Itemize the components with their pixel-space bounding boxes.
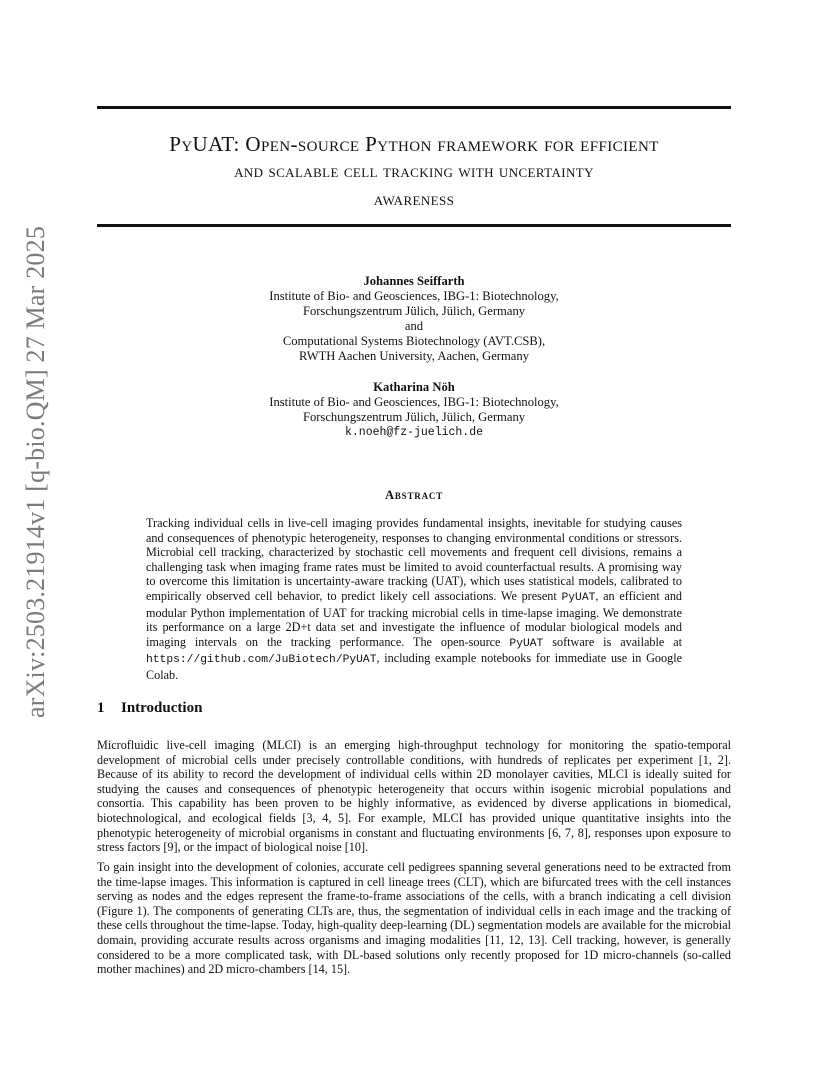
arxiv-identifier-stamp [16, 225, 56, 719]
author-block [97, 274, 731, 440]
title-top-rule [97, 106, 731, 109]
paper-title [97, 130, 731, 214]
abstract-text: , including example notebooks for immediate use in Google Colab. [146, 651, 682, 682]
abstract-text: Tracking individual cells in live-cell imaging provides fundamental insights, inevitable for studying causes and consequences of phenotypic heterogeneity, responses to changing environmental conditions or stressors. Microbial cell tracking, characterized by stochastic cell movements and frequent cell divisions, remains a challenging task when imaging frame rates must be limited to avoid counterfactual results. A promising way to overcome this limitation is uncertainty-aware tracking (UAT), which uses statistical models, calibrated to empirically observed cell behavior, to predict likely cell associations. We present [146, 516, 682, 603]
author-2-affiliation-line: Forschungszentrum Jülich, Jülich, Germany [302, 410, 526, 424]
author-1-affiliation-line: and [404, 319, 424, 333]
section-number: 1 [97, 700, 105, 716]
section-heading-introduction [97, 700, 731, 717]
body-paragraph: To gain insight into the development of colonies, accurate cell pedigrees spanning several generations need to be extracted from the time-lapse images. This information is captured in cell lineage trees (CLT), which are bifurcated trees with the cell instances serving as nodes and the edges represent the frame-to-frame associations of the cells, with a branch indicating a cell division (Figure 1). The components of generating CLTs are, thus, the segmentation of individual cells in each image and the tracking of these cells throughout the time-lapse. Today, high-quality deep-learning (DL) segmentation models are available for the microbial domain, providing accurate results across organisms and imaging modalities [11, 12, 13]. Cell tracking, however, is generally considered to be a more complicated task, with DL-based solutions only recently proposed for 1D micro-channels (so-called mother machines) and 2D micro-chambers [14, 15]. [97, 860, 731, 977]
title-line-3: awareness [373, 190, 455, 210]
author-2-email[interactable]: k.noeh@fz-juelich.de [344, 426, 484, 439]
title-line-1: PyUAT: Open-source Python framework for efficient [169, 132, 659, 156]
github-link[interactable]: https://github.com/JuBiotech/PyUAT [146, 654, 377, 667]
author-name-1: Johannes Seiffarth [363, 274, 465, 288]
author-1-affiliation-line: Forschungszentrum Jülich, Jülich, Germany [302, 304, 526, 318]
section-title: Introduction [121, 700, 203, 716]
author-1-affiliation-line: Institute of Bio- and Geosciences, IBG-1: Biotechnology, [269, 289, 559, 303]
abstract-code-pyuat: PyUAT [509, 637, 544, 650]
body-paragraph: Microfluidic live-cell imaging (MLCI) is an emerging high-throughput technology for monitoring the spatio-temporal development of microbial cells under precisely controllable conditions, with hundreds of replicates per experiment [1, 2]. Because of its ability to record the development of individual cells within 2D monolayer cavities, MLCI is ideally suited for studying the causes and consequences of phenotypic heterogeneity that occurs within isogenic microbial populations and consortia. This capability has been proven to be highly informative, as evidenced by diverse applications in biomedical, biotechnological, and ecological fields [3, 4, 5]. For example, MLCI has provided unique quantitative insights into the phenotypic heterogeneity of microbial organisms in constant and fluctuating environments [6, 7, 8], responses upon exposure to stress factors [9], or the impact of biological noise [10]. [97, 738, 731, 855]
abstract-text: , an efficient and modular Python implementation of UAT for tracking microbial cells in time-lapse imaging. We demonstrate its performance on a large 2D+t data set and investigate the influence of modular biological models and imaging intervals on the tracking performance. The open-source [146, 588, 683, 649]
abstract-code-pyuat: PyUAT [561, 591, 596, 604]
abstract-heading: Abstract [384, 488, 443, 502]
author-1-affiliation-line: RWTH Aachen University, Aachen, Germany [298, 349, 529, 363]
title-bottom-rule [97, 224, 731, 227]
author-2-affiliation-line: Institute of Bio- and Geosciences, IBG-1: Biotechnology, [269, 395, 559, 409]
author-1-affiliation-line: Computational Systems Biotechnology (AVT.CSB), [282, 334, 546, 348]
abstract-text: software is available at [543, 634, 682, 649]
author-name-2: Katharina Nöh [373, 380, 455, 394]
arxiv-identifier-text: arXiv:2503.21914v1 [q-bio.QM] 27 Mar 2025 [21, 225, 50, 719]
title-line-2: and scalable cell tracking with uncertainty [234, 162, 594, 182]
author-spacer [97, 364, 731, 380]
abstract-body [146, 516, 682, 683]
